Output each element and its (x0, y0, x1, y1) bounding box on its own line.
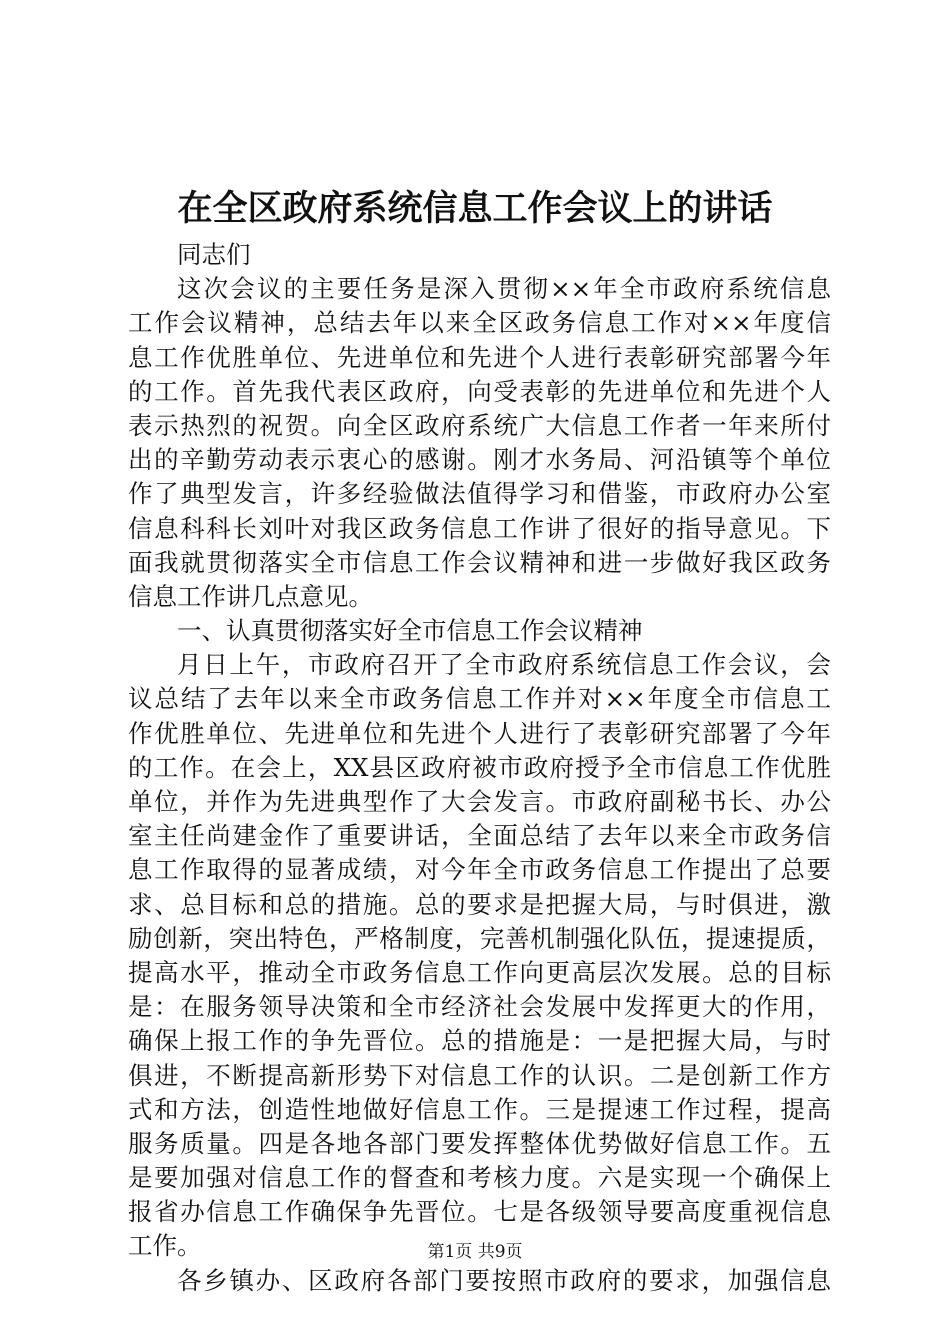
text-line: 是要加强对信息工作的督查和考核力度。六是实现一个确保上 (128, 1163, 831, 1193)
document-body (128, 238, 831, 1298)
text-line: 议总结了去年以来全市政务信息工作并对××年度全市信息工 (128, 684, 831, 714)
text-line: 服务质量。四是各地各部门要发挥整体优势做好信息工作。五 (128, 1128, 831, 1158)
text-line: 作优胜单位、先进单位和先进个人进行了表彰研究部署了今年 (128, 718, 831, 748)
text-line: 报省办信息工作确保争先晋位。七是各级领导要高度重视信息 (128, 1197, 831, 1227)
text-line: 同志们 (177, 240, 251, 269)
text-line: 确保上报工作的争先晋位。总的措施是：一是把握大局，与时 (128, 1026, 831, 1056)
text-line: 室主任尚建金作了重要讲话，全面总结了去年以来全市政务信 (128, 821, 831, 851)
text-line: 表示热烈的祝贺。向全区政府系统广大信息工作者一年来所付 (128, 410, 831, 440)
text-line: 面我就贯彻落实全市信息工作会议精神和进一步做好我区政务 (128, 547, 831, 577)
text-line: 式和方法，创造性地做好信息工作。三是提速工作过程，提高 (128, 1094, 831, 1124)
text-line: 励创新，突出特色，严格制度，完善机制强化队伍，提速提质， (128, 923, 831, 953)
text-line: 俱进，不断提高新形势下对信息工作的认识。二是创新工作方 (128, 1060, 831, 1090)
text-line: 信息工作讲几点意见。 (128, 581, 373, 611)
text-line: 出的辛勤劳动表示衷心的感谢。刚才水务局、河沿镇等个单位 (128, 445, 831, 475)
text-line: 月日上午，市政府召开了全市政府系统信息工作会议，会 (177, 650, 831, 680)
text-line: 一、认真贯彻落实好全市信息工作会议精神 (177, 616, 643, 646)
text-line: 作了典型发言，许多经验做法值得学习和借鉴，市政府办公室 (128, 479, 831, 509)
text-line: 各乡镇办、区政府各部门要按照市政府的要求，加强信息 (177, 1265, 831, 1295)
text-line: 工作会议精神，总结去年以来全区政务信息工作对××年度信 (128, 308, 831, 338)
text-line: 提高水平，推动全市政务信息工作向更高层次发展。总的目标 (128, 957, 831, 987)
text-line: 信息科科长刘叶对我区政务信息工作讲了很好的指导意见。下 (128, 513, 831, 543)
text-line: 工作。 (128, 1231, 202, 1261)
text-line: 单位，并作为先进典型作了大会发言。市政府副秘书长、办公 (128, 787, 831, 816)
text-line: 求、总目标和总的措施。总的要求是把握大局，与时俱进，激 (128, 889, 831, 919)
text-line: 的工作。首先我代表区政府，向受表彰的先进单位和先进个人 (128, 376, 831, 406)
text-line: 息工作优胜单位、先进单位和先进个人进行表彰研究部署今年 (128, 342, 831, 372)
document-title: 在全区政府系统信息工作会议上的讲话 (177, 188, 773, 229)
text-line: 这次会议的主要任务是深入贯彻××年全市政府系统信息 (177, 274, 831, 304)
text-line: 是：在服务领导决策和全市经济社会发展中发挥更大的作用， (128, 992, 831, 1022)
text-line: 的工作。在会上，XX县区政府被市政府授予全市信息工作优胜 (128, 752, 831, 782)
text-line: 息工作取得的显著成绩，对今年全市政务信息工作提出了总要 (128, 855, 831, 885)
page-footer: 第1页 共9页 (427, 1242, 523, 1262)
